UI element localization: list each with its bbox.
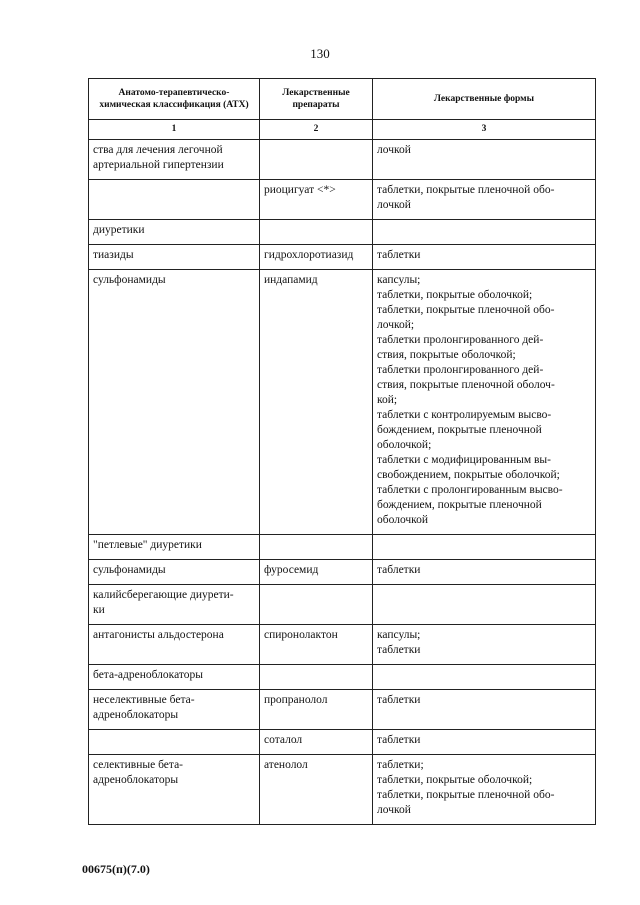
table-row [89, 245, 596, 270]
header-forms: Лекарственные формы [373, 79, 596, 120]
table-row [89, 690, 596, 730]
dosage-forms-cell: таблетки [373, 560, 596, 585]
dosage-forms-cell [373, 535, 596, 560]
table-row [89, 585, 596, 625]
drug-name-cell [260, 140, 373, 180]
drug-name-cell [260, 220, 373, 245]
dosage-forms-cell [373, 220, 596, 245]
dosage-forms-cell: таблетки [373, 730, 596, 755]
drug-name-cell [260, 665, 373, 690]
dosage-forms-cell: таблетки, покрытые пленочной обо- лочкой [373, 180, 596, 220]
atc-class-cell [89, 730, 260, 755]
atc-class-cell: антагонисты альдостерона [89, 625, 260, 665]
column-number-row [89, 120, 596, 140]
drug-name-cell: фуросемид [260, 560, 373, 585]
atc-class-cell: ства для лечения легочной артериальной гипертензии [89, 140, 260, 180]
drug-name-cell: пропранолол [260, 690, 373, 730]
table-row [89, 535, 596, 560]
dosage-forms-cell: таблетки [373, 245, 596, 270]
atc-class-cell: неселективные бета- адреноблокаторы [89, 690, 260, 730]
dosage-forms-cell: капсулы; таблетки [373, 625, 596, 665]
drug-name-cell: риоцигуат <*> [260, 180, 373, 220]
header-atc: Анатомо-терапевтическо-химическая классификация (АТХ) [89, 79, 260, 120]
table-row [89, 220, 596, 245]
table-row [89, 560, 596, 585]
drug-name-cell: спиронолактон [260, 625, 373, 665]
drug-classification-table [88, 78, 596, 825]
dosage-forms-cell: таблетки; таблетки, покрытые оболочкой; таблетки, покрытые пленочной обо- лочкой [373, 755, 596, 825]
column-number: 2 [260, 120, 373, 140]
drug-name-cell [260, 585, 373, 625]
atc-class-cell [89, 180, 260, 220]
table-row [89, 270, 596, 535]
atc-class-cell: сульфонамиды [89, 270, 260, 535]
atc-class-cell: тиазиды [89, 245, 260, 270]
page-number: 130 [310, 46, 330, 61]
atc-class-cell: селективные бета- адреноблокаторы [89, 755, 260, 825]
drug-name-cell [260, 535, 373, 560]
atc-class-cell: сульфонамиды [89, 560, 260, 585]
dosage-forms-cell: таблетки [373, 690, 596, 730]
table-row [89, 625, 596, 665]
atc-class-cell: бета-адреноблокаторы [89, 665, 260, 690]
atc-class-cell: "петлевые" диуретики [89, 535, 260, 560]
header-drugs: Лекарственные препараты [260, 79, 373, 120]
dosage-forms-cell [373, 585, 596, 625]
column-number: 3 [373, 120, 596, 140]
drug-name-cell: атенолол [260, 755, 373, 825]
dosage-forms-cell: капсулы; таблетки, покрытые оболочкой; таблетки, покрытые пленочной обо- лочкой; таблетки пролонгированного дей- ствия, покрытые оболочкой; таблетки пролонгированного дей- ствия, покрытые пленочной оболоч- кой; таблетки с контролируемым высво- бождением, покрытые пленочной оболочкой; таблетки с модифицированным вы- свобождением, покрытые оболочкой; таблетки с пролонгированным высво- бождением, покрытые пленочной оболочкой [373, 270, 596, 535]
table-row [89, 755, 596, 825]
dosage-forms-cell: лочкой [373, 140, 596, 180]
table-row [89, 140, 596, 180]
column-number: 1 [89, 120, 260, 140]
document-code: 00675(п)(7.0) [82, 862, 150, 876]
drug-name-cell: соталол [260, 730, 373, 755]
drug-name-cell: индапамид [260, 270, 373, 535]
table-row [89, 665, 596, 690]
atc-class-cell: калийсберегающие диурети- ки [89, 585, 260, 625]
atc-class-cell: диуретики [89, 220, 260, 245]
table-header-row [89, 79, 596, 120]
dosage-forms-cell [373, 665, 596, 690]
drug-name-cell: гидрохлоротиазид [260, 245, 373, 270]
table-row [89, 730, 596, 755]
table-row [89, 180, 596, 220]
